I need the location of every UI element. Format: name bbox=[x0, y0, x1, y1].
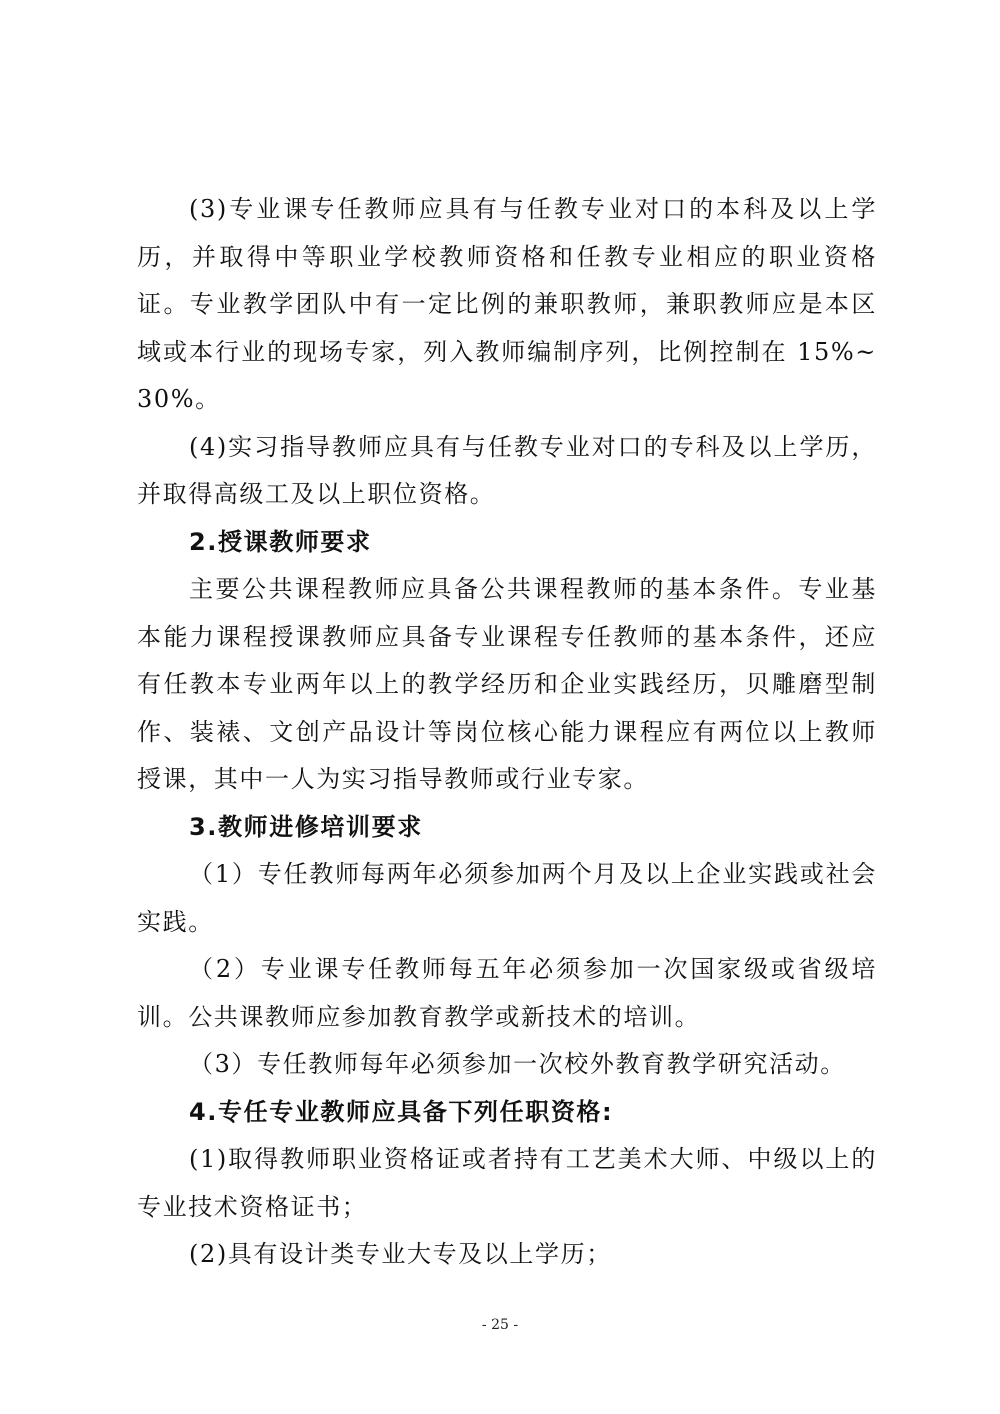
section-heading-qualifications: 4.专任专业教师应具备下列任职资格: bbox=[189, 1097, 614, 1126]
page-body bbox=[137, 186, 877, 1279]
paragraph-internship-instructor-qualification: (4)实习指导教师应具有与任教专业对口的专科及以上学历，并取得高级工及以上职位资格。 bbox=[137, 432, 877, 508]
section-heading-training-requirements: 3.教师进修培训要求 bbox=[189, 812, 423, 841]
paragraph-qualification-item-1: (1)取得教师职业资格证或者持有工艺美术大师、中级以上的专业技术资格证书； bbox=[137, 1145, 877, 1221]
paragraph-teaching-requirements: 主要公共课程教师应具备公共课程教师的基本条件。专业基本能力课程授课教师应具备专业课程专任教师的基本条件，还应有任教本专业两年以上的教学经历和企业实践经历，贝雕磨型制作、装裱、文创产品设计等岗位核心能力课程应有两位以上教师授课，其中一人为实习指导教师或行业专家。 bbox=[137, 575, 877, 793]
paragraph-training-item-3: （3）专任教师每年必须参加一次校外教育教学研究活动。 bbox=[189, 1050, 846, 1078]
paragraph-qualification-item-2: (2)具有设计类专业大专及以上学历； bbox=[189, 1240, 612, 1268]
section-heading-teaching-requirements: 2.授课教师要求 bbox=[189, 527, 372, 556]
paragraph-specialty-teacher-qualification: (3)专业课专任教师应具有与任教专业对口的本科及以上学历，并取得中等职业学校教师资格和任教专业相应的职业资格证。专业教学团队中有一定比例的兼职教师，兼职教师应是本区域或本行业的现场专家，列入教师编制序列，比例控制在 15%~30%。 bbox=[137, 195, 877, 413]
paragraph-training-item-2: （2）专业课专任教师每五年必须参加一次国家级或省级培训。公共课教师应参加教育教学或新技术的培训。 bbox=[137, 955, 877, 1031]
paragraph-training-item-1: （1）专任教师每两年必须参加两个月及以上企业实践或社会实践。 bbox=[137, 860, 877, 936]
page-number: - 25 - bbox=[481, 1317, 519, 1333]
